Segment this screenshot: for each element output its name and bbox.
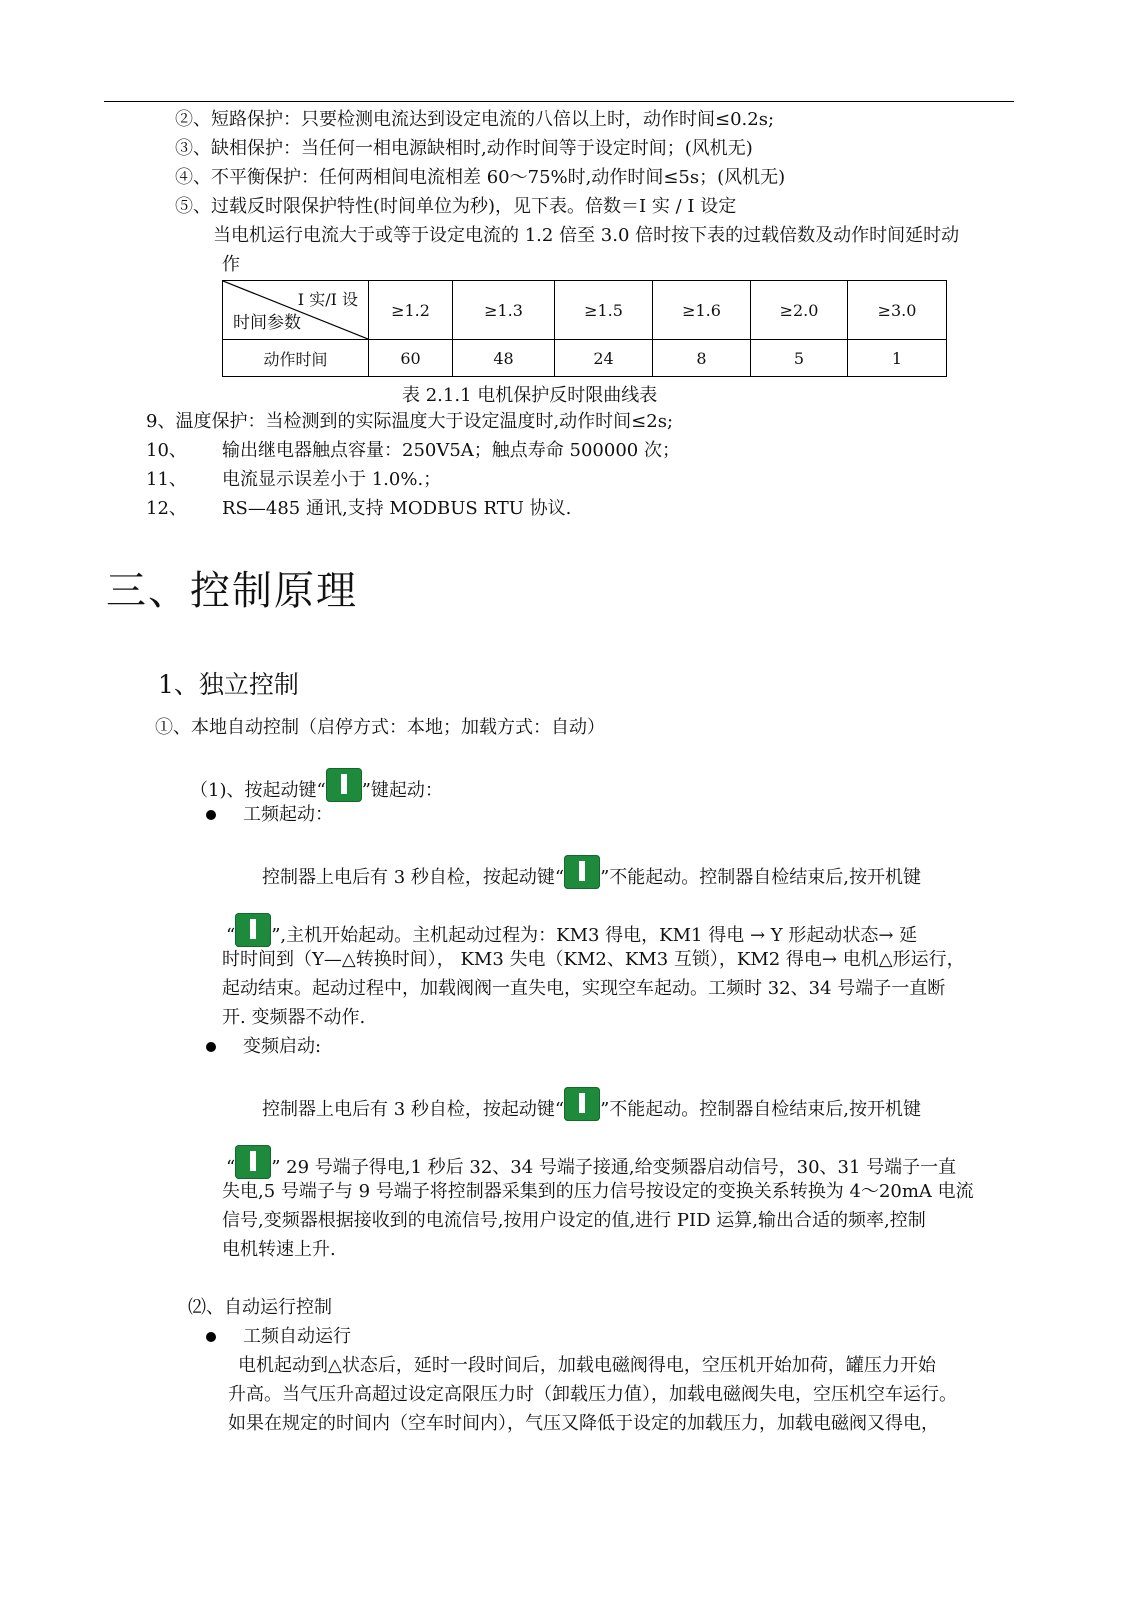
freq-start-line2: [226, 913, 917, 948]
freq-start-line3: 时时间到（Y—△转换时间）， KM3 失电（KM2、KM3 互锁），KM2 得电→ 电机△形运行，: [222, 949, 965, 970]
start-key-line-suffix: ”键起动：: [361, 780, 443, 801]
spec-item-rs485: RS—485 通讯,支持 MODBUS RTU 协议.: [222, 498, 572, 519]
vfd-start-title: 变频启动:: [243, 1036, 322, 1057]
table-row: [223, 340, 947, 377]
start-key-icon: [235, 913, 271, 947]
start-key-line-prefix: （1)、按起动键“: [190, 780, 326, 801]
table-header-multiple: ≥1.6: [653, 281, 751, 340]
bullet-icon: [206, 810, 216, 820]
table-diagonal-header-cell: [223, 281, 369, 340]
table-header-multiple: ≥1.5: [555, 281, 653, 340]
freq-start-line1-text: 控制器上电后有 3 秒自检，按起动键“: [262, 867, 565, 888]
overload-curve-table: [222, 280, 947, 377]
protection-item-phase-loss: ③、缺相保护：当任何一相电源缺相时,动作时间等于设定时间；(风机无): [175, 138, 753, 159]
freq-start-line1-text: ”不能起动。控制器自检结束后,按开机键: [600, 867, 922, 888]
spec-item-accuracy: 电流显示误差小于 1.0%.；: [222, 469, 442, 490]
spec-item-number: 10、: [146, 440, 187, 461]
freq-start-line5: 开. 变频器不动作.: [222, 1007, 366, 1028]
protection-item-imbalance: ④、不平衡保护：任何两相间电流相差 60～75%时,动作时间≤5s；(风机无): [175, 167, 786, 188]
table-cell-time: 5: [751, 340, 848, 377]
table-row-label: 动作时间: [223, 340, 369, 377]
section-heading: 三、控制原理: [106, 568, 358, 614]
vfd-start-line2-text: ” 29 号端子得电,1 秒后 32、34 号端子接通,给变频器启动信号，30、31 号端子一直: [271, 1157, 957, 1178]
table-header-multiple: ≥1.2: [369, 281, 453, 340]
header-multiple-label: I 实/I 设: [297, 290, 358, 309]
start-key-icon: [235, 1145, 271, 1179]
table-cell-time: 48: [453, 340, 555, 377]
auto-run-line1: 电机起动到△状态后，延时一段时间后，加载电磁阀得电，空压机开始加荷，罐压力开始: [238, 1355, 936, 1376]
freq-start-title: 工频起动：: [243, 804, 333, 825]
start-key-line: [190, 768, 443, 803]
table-header-row: [223, 281, 947, 340]
freq-start-line1: [262, 855, 921, 890]
overload-description-line1: 当电机运行电流大于或等于设定电流的 1.2 倍至 3.0 倍时按下表的过载倍数及动作时间延时动: [213, 225, 960, 246]
table-cell-time: 1: [848, 340, 947, 377]
vfd-start-line1-text: 控制器上电后有 3 秒自检，按起动键“: [262, 1099, 565, 1120]
subsection-heading: 1、独立控制: [158, 670, 299, 699]
header-rule: [104, 101, 1014, 102]
start-key-icon: [564, 1087, 600, 1121]
protection-item-overload: ⑤、过载反时限保护特性(时间单位为秒)，见下表。倍数＝I 实 / I 设定: [175, 196, 737, 217]
vfd-start-line1: [262, 1087, 921, 1122]
spec-item-temperature: 9、温度保护：当检测到的实际温度大于设定温度时,动作时间≤2s;: [146, 411, 674, 432]
vfd-start-line1-text: ”不能起动。控制器自检结束后,按开机键: [600, 1099, 922, 1120]
freq-start-line2-text: “: [226, 925, 236, 946]
table-cell-time: 60: [369, 340, 453, 377]
table-header-multiple: ≥2.0: [751, 281, 848, 340]
mode-local-auto: ①、本地自动控制（启停方式：本地；加载方式：自动）: [155, 717, 605, 738]
vfd-start-line4: 信号,变频器根据接收到的电流信号,按用户设定的值,进行 PID 运算,输出合适的频率,控制: [222, 1210, 926, 1231]
vfd-start-line5: 电机转速上升.: [222, 1239, 336, 1260]
freq-start-line2-text: ”,主机开始起动。主机起动过程为：KM3 得电，KM1 得电 → Y 形起动状态→ 延: [271, 925, 918, 946]
table-header-multiple: ≥3.0: [848, 281, 947, 340]
auto-freq-title: 工频自动运行: [243, 1326, 351, 1347]
vfd-start-line2-text: “: [226, 1157, 236, 1178]
table-cell-time: 8: [653, 340, 751, 377]
bullet-icon: [206, 1042, 216, 1052]
spec-item-number: 12、: [146, 498, 187, 519]
start-key-icon: [564, 855, 600, 889]
start-key-icon: [326, 768, 362, 802]
freq-start-line4: 起动结束。起动过程中，加载阀阀一直失电，实现空车起动。工频时 32、34 号端子一直断: [222, 978, 946, 999]
table-cell-time: 24: [555, 340, 653, 377]
table-header-multiple: ≥1.3: [453, 281, 555, 340]
bullet-icon: [206, 1332, 216, 1342]
table-caption: 表 2.1.1 电机保护反时限曲线表: [402, 385, 658, 406]
auto-run-title: ⑵、自动运行控制: [188, 1297, 332, 1318]
overload-description-line2: 作: [222, 254, 240, 275]
header-time-label: 时间参数: [233, 313, 301, 333]
vfd-start-line3: 失电,5 号端子与 9 号端子将控制器采集到的压力信号按设定的变换关系转换为 4～20mA 电流: [222, 1181, 974, 1202]
protection-item-short-circuit: ②、短路保护：只要检测电流达到设定电流的八倍以上时，动作时间≤0.2s;: [175, 109, 775, 130]
spec-item-number: 11、: [146, 469, 187, 490]
auto-run-line2: 升高。当气压升高超过设定高限压力时（卸载压力值），加载电磁阀失电，空压机空车运行。: [228, 1384, 957, 1405]
vfd-start-line2: [226, 1145, 956, 1180]
auto-run-line3: 如果在规定的时间内（空车时间内），气压又降低于设定的加载压力，加载电磁阀又得电，: [228, 1413, 939, 1434]
spec-item-relay: 输出继电器触点容量：250V5A；触点寿命 500000 次；: [222, 440, 680, 461]
